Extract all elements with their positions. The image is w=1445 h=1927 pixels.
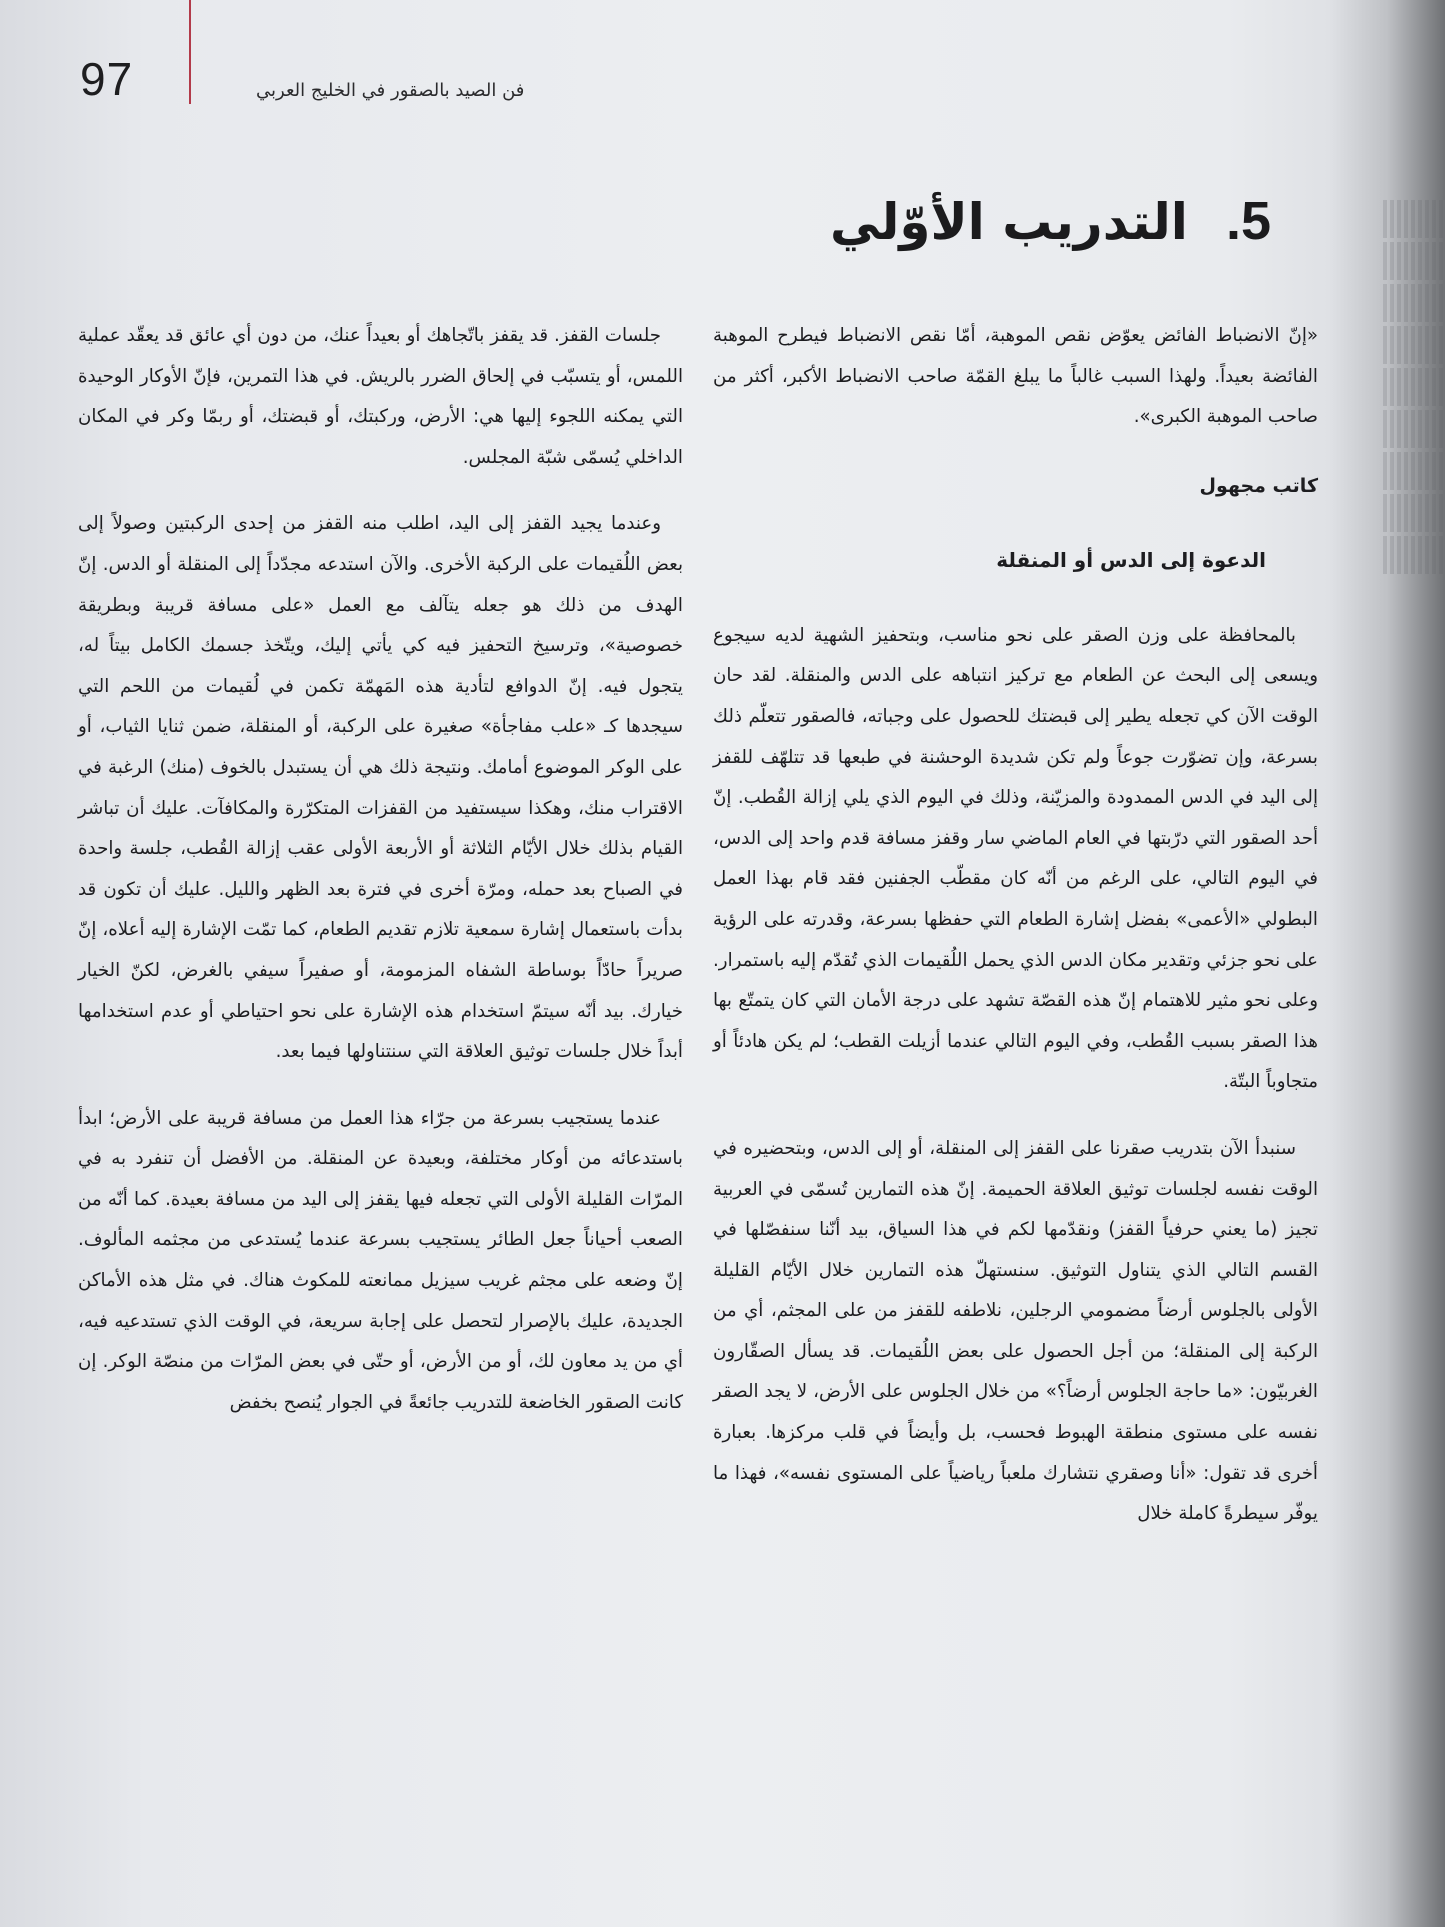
text-line-shadow bbox=[1383, 368, 1445, 406]
body-paragraph: وعندما يجيد القفز إلى اليد، اطلب منه القفز من إحدى الركبتين وصولاً إلى بعض اللُقيمات على الركبة الأخرى. والآن استدعه مجدّداً إلى المنقلة أو الدس. إنّ الهدف من ذلك هو جعله يتآلف مع العمل «على مسافة قريبة وبطريقة خصوصية»، وترسيخ التحفيز فيه كي يأتي إليك، ويتّخذ جسمك الكامل بيتاً له، يتجول فيه. إنّ الدوافع لتأدية هذه المَهمّة تكمن في لُقيمات من اللحم التي سيجدها كـ «علب مفاجأة» صغيرة على الركبة، أو المنقلة، ضمن ثنايا الثياب، أو على الوكر الموضوع أمامك. ونتيجة ذلك هي أن يستبدل بالخوف (منك) الرغبة في الاقتراب منك، وهكذا سيستفيد من القفزات المتكرّرة والمكافآت. عليك أن تباشر القيام بذلك خلال الأيّام الثلاثة أو الأربعة الأولى عقب إزالة القُطب، جلسة واحدة في الصباح بعد حمله، ومرّة أخرى في فترة بعد الظهر والليل. عليك أن تكون قد بدأت باستعمال إشارة سمعية تلازم تقديم الطعام، كما تمّت الإشارة إليه أعلاه، إنّ صريراً حادّاً بوساطة الشفاه المزمومة، أو صفيراً سيفي بالغرض، لكنّ الخيار خيارك. بيد أنّه سيتمّ استخدام هذه الإشارة على نحو احتياطي أو عدم استخدامها أبداً خلال جلسات توثيق العلاقة التي سنتناولها فيما بعد. bbox=[78, 513, 683, 1063]
paragraph-gap bbox=[78, 478, 683, 504]
text-line-shadow bbox=[1383, 242, 1445, 280]
running-title: فن الصيد بالصقور في الخليج العربي bbox=[256, 80, 525, 101]
page-number: 97 bbox=[80, 53, 134, 105]
paragraph-gap bbox=[713, 1103, 1318, 1129]
body-paragraph: جلسات القفز. قد يقفز باتّجاهك أو بعيداً عنك، من دون أي عائق قد يعقّد عملية اللمس، أو يتسبّب في إلحاق الضرر بالريش. في هذا التمرين، فإنّ الأوكار الوحيدة التي يمكنه اللجوء إليها هي: الأرض، وركبتك، أو قبضتك، أو ربمّا وكر في المكان الداخلي يُسمّى شبّة المجلس. bbox=[78, 325, 683, 468]
text-line-shadow bbox=[1383, 410, 1445, 448]
header-divider bbox=[189, 0, 191, 104]
epigraph-author: كاتب مجهول bbox=[1199, 474, 1318, 497]
text-line-shadow bbox=[1383, 326, 1445, 364]
text-line-shadow bbox=[1383, 536, 1445, 574]
paragraph-gap bbox=[78, 1073, 683, 1099]
chapter-number: 5. bbox=[1225, 191, 1271, 251]
text-line-shadow bbox=[1383, 200, 1445, 238]
text-line-shadow bbox=[1383, 284, 1445, 322]
body-paragraph: سنبدأ الآن بتدريب صقرنا على القفز إلى المنقلة، أو إلى الدس، وبتحضيره في الوقت نفسه لجلسات توثيق العلاقة الحميمة. إنّ هذه التمارين تُسمّى في العربية تجيز (ما يعني حرفياً القفز) ونقدّمها لكم في هذا السياق، بيد أنّنا سنفصّلها في القسم التالي الذي يتناول التوثيق. سنستهلّ هذه التمارين خلال الأيّام القليلة الأولى بالجلوس أرضاً مضمومي الرجلين، نلاطفه للقفز من على المجثم، أي من الركبة إلى المنقلة؛ من أجل الحصول على بعض اللُقيمات. قد يسأل الصقّارون الغربيّون: «ما حاجة الجلوس أرضاً؟» من خلال الجلوس على الأرض، لا يجد الصقر نفسه على مستوى منطقة الهبوط فحسب، بل وأيضاً في قلب مركزها. بعبارة أخرى قد تقول: «أنا وصقري نتشارك ملعباً رياضياً على المستوى نفسه»، فهذا ما يوفّر سيطرةً كاملة خلال bbox=[713, 1137, 1318, 1525]
chapter-title: التدريب الأوّلي bbox=[830, 193, 1188, 251]
chapter-heading bbox=[830, 190, 1271, 252]
text-line-shadow bbox=[1383, 452, 1445, 490]
epigraph: «إنّ الانضباط الفائض يعوّض نقص الموهبة، أمّا نقص الانضباط فيطرح الموهبة الفائضة بعيداً. ولهذا السبب غالباً ما يبلغ القمّة صاحب الانضباط الأكبر، أكثر من صاحب الموهبة الكبرى». bbox=[713, 325, 1318, 428]
text-line-shadow bbox=[1383, 494, 1445, 532]
body-paragraph: بالمحافظة على وزن الصقر على نحو مناسب، وبتحفيز الشهية لديه سيجوع ويسعى إلى البحث عن الطعام مع تركيز انتباهه على الدس والمنقلة. لقد حان الوقت الآن كي تجعله يطير إلى قبضتك للحصول على وجباته، فالصقور تتعلّم ذلك بسرعة، وإن تضوّرت جوعاً ولم تكن شديدة الوحشنة في طبعها قد تتلهّف للقفز إلى اليد في الدس الممدودة والمزيّنة، وذلك في اليوم الذي يلي إزالة القُطب. إنّ أحد الصقور التي درّبتها في العام الماضي سار وقفز مسافة قدم واحد إلى الدس، في اليوم التالي، على الرغم من أنّه كان مقطّب الجفنين فقد قام بهذا العمل البطولي «الأعمى» بفضل إشارة الطعام التي حفظها بسرعة، وقدرته على الرؤية على نحو جزئي وتقدير مكان الدس الذي يحمل اللُقيمات الذي تُقدّم إليه باستمرار. وعلى نحو مثير للاهتمام إنّ هذه القصّة تشهد على درجة الأمان التي كان يتمتّع بها هذا الصقر بسبب القُطب، وفي اليوم التالي عندما أزيلت القطب؛ لم يكن هادئاً أو متجاوباً البتّة. bbox=[713, 624, 1318, 1093]
next-page-edge bbox=[1383, 200, 1445, 680]
body-paragraph: عندما يستجيب بسرعة من جرّاء هذا العمل من مسافة قريبة على الأرض؛ ابدأ باستدعائه من أوكار مختلفة، وبعيدة عن المنقلة. من الأفضل أن تنفرد به في المرّات القليلة الأولى التي تجعله فيها يقفز إلى اليد من مسافة بعيدة. كما أنّه من الصعب أحياناً جعل الطائر يستجيب بسرعة عندما يُستدعى من مجثمه المألوف. إنّ وضعه على مجثم غريب سيزيل ممانعته للمكوث هناك. في مثل هذه الأماكن الجديدة، عليك بالإصرار لتحصل على إجابة سريعة، في الوقت الذي تستدعيه فيه، أي من يد معاون لك، أو من الأرض، أو حتّى في بعض المرّات من منصّة الوكر. إن كانت الصقور الخاضعة للتدريب جائعةً في الجوار يُنصح بخفض bbox=[78, 1107, 683, 1413]
section-heading: الدعوة إلى الدس أو المنقلة bbox=[996, 547, 1266, 572]
left-column bbox=[78, 316, 683, 1423]
right-column bbox=[713, 316, 1318, 1535]
